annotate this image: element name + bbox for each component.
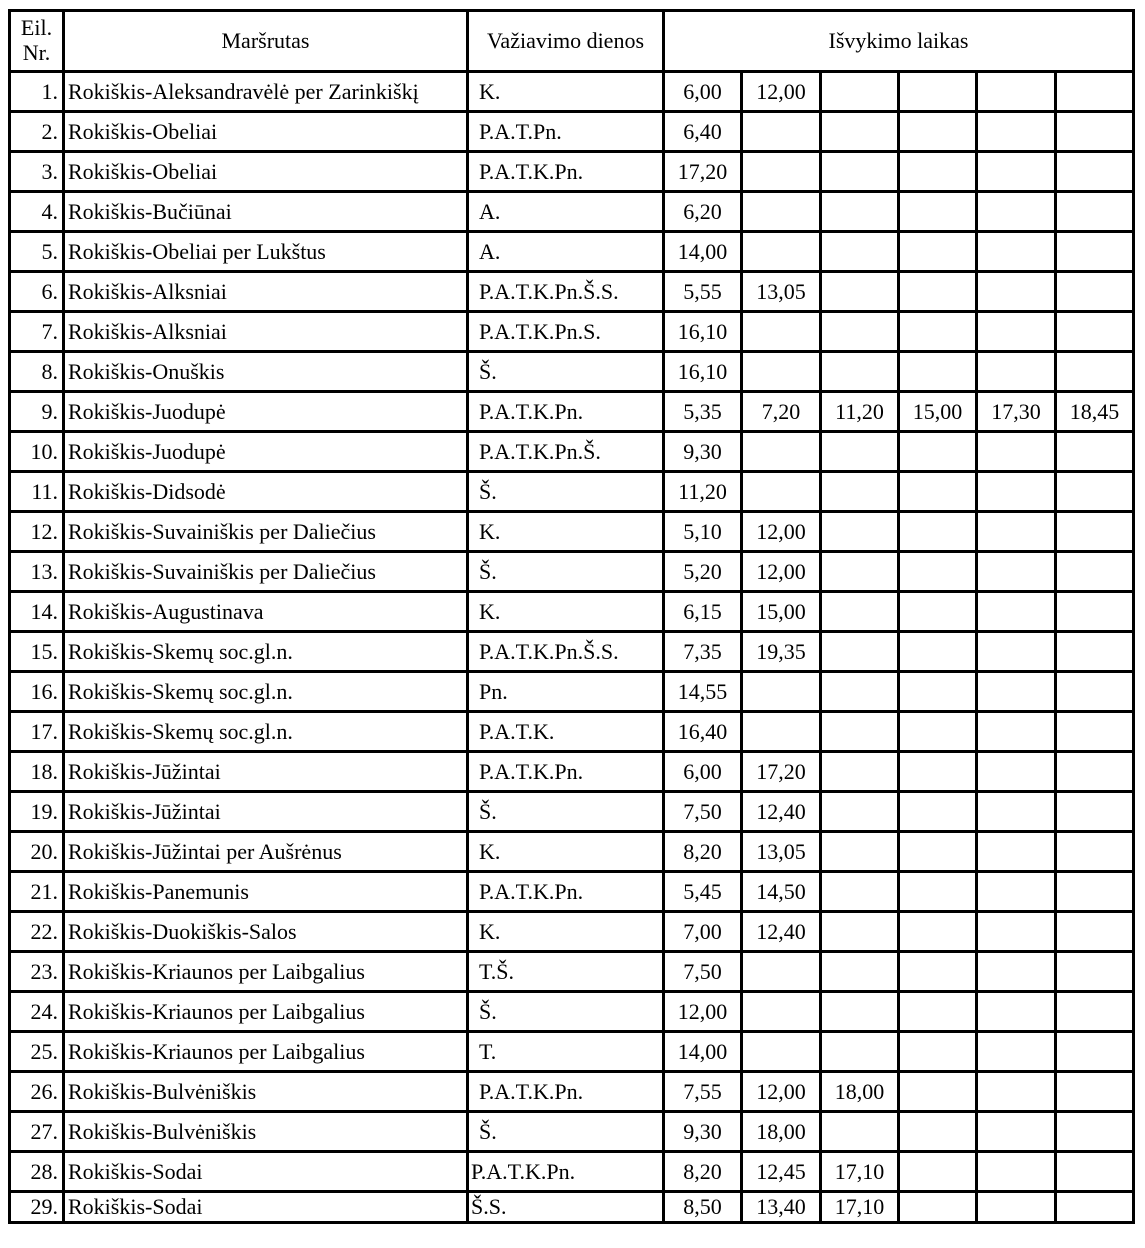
departure-time: 8,50 bbox=[664, 1192, 742, 1223]
departure-time: 9,30 bbox=[664, 1112, 742, 1152]
departure-time bbox=[821, 72, 899, 112]
row-number: 26. bbox=[10, 1072, 64, 1112]
row-number: 15. bbox=[10, 632, 64, 672]
table-row bbox=[10, 352, 1134, 392]
row-number: 25. bbox=[10, 1032, 64, 1072]
departure-time: 6,40 bbox=[664, 112, 742, 152]
departure-time bbox=[899, 712, 977, 752]
departure-time: 16,40 bbox=[664, 712, 742, 752]
table-row bbox=[10, 432, 1134, 472]
table-row bbox=[10, 952, 1134, 992]
header-nr-line1: Eil. bbox=[20, 15, 53, 41]
route-name: Rokiškis-Kriaunos per Laibgalius bbox=[64, 1032, 468, 1072]
departure-time bbox=[977, 1032, 1056, 1072]
departure-time bbox=[821, 592, 899, 632]
departure-time bbox=[821, 992, 899, 1032]
departure-time: 5,55 bbox=[664, 272, 742, 312]
departure-time: 17,20 bbox=[742, 752, 821, 792]
departure-time: 6,20 bbox=[664, 192, 742, 232]
departure-time bbox=[1056, 152, 1134, 192]
table-row bbox=[10, 312, 1134, 352]
travel-days: P.A.T.K.Pn. bbox=[468, 1152, 664, 1192]
departure-time bbox=[899, 792, 977, 832]
departure-time bbox=[821, 192, 899, 232]
departure-time: 9,30 bbox=[664, 432, 742, 472]
departure-time: 12,40 bbox=[742, 792, 821, 832]
route-name: Rokiškis-Aleksandravėlė per Zarinkiškį bbox=[64, 72, 468, 112]
travel-days: Š. bbox=[468, 1112, 664, 1152]
departure-time: 13,05 bbox=[742, 832, 821, 872]
travel-days: K. bbox=[468, 832, 664, 872]
departure-time: 17,30 bbox=[977, 392, 1056, 432]
departure-time: 17,20 bbox=[664, 152, 742, 192]
departure-time bbox=[821, 832, 899, 872]
departure-time bbox=[977, 1112, 1056, 1152]
travel-days: P.A.T.K.Pn. bbox=[468, 152, 664, 192]
departure-time bbox=[899, 432, 977, 472]
route-name: Rokiškis-Obeliai per Lukštus bbox=[64, 232, 468, 272]
departure-time: 7,50 bbox=[664, 792, 742, 832]
route-name: Rokiškis-Bulvėniškis bbox=[64, 1112, 468, 1152]
header-nr bbox=[10, 11, 64, 72]
departure-time bbox=[1056, 632, 1134, 672]
departure-time: 12,40 bbox=[742, 912, 821, 952]
row-number: 23. bbox=[10, 952, 64, 992]
departure-time bbox=[1056, 1192, 1134, 1223]
travel-days: P.A.T.Pn. bbox=[468, 112, 664, 152]
route-name: Rokiškis-Obeliai bbox=[64, 112, 468, 152]
departure-time bbox=[1056, 352, 1134, 392]
departure-time bbox=[899, 872, 977, 912]
departure-time: 16,10 bbox=[664, 312, 742, 352]
departure-time: 7,00 bbox=[664, 912, 742, 952]
table-row bbox=[10, 1152, 1134, 1192]
departure-time bbox=[899, 1032, 977, 1072]
departure-time bbox=[977, 312, 1056, 352]
departure-time bbox=[821, 1032, 899, 1072]
departure-time bbox=[742, 992, 821, 1032]
departure-time bbox=[742, 472, 821, 512]
departure-time: 12,00 bbox=[742, 512, 821, 552]
table-row bbox=[10, 1072, 1134, 1112]
departure-time bbox=[821, 632, 899, 672]
departure-time bbox=[1056, 432, 1134, 472]
departure-time: 12,00 bbox=[664, 992, 742, 1032]
row-number: 4. bbox=[10, 192, 64, 232]
route-name: Rokiškis-Skemų soc.gl.n. bbox=[64, 712, 468, 752]
departure-time bbox=[1056, 872, 1134, 912]
table-row bbox=[10, 512, 1134, 552]
departure-time: 19,35 bbox=[742, 632, 821, 672]
departure-time: 13,05 bbox=[742, 272, 821, 312]
departure-time: 8,20 bbox=[664, 1152, 742, 1192]
travel-days: K. bbox=[468, 592, 664, 632]
departure-time bbox=[1056, 312, 1134, 352]
table-row bbox=[10, 832, 1134, 872]
departure-time: 12,00 bbox=[742, 1072, 821, 1112]
departure-time bbox=[1056, 712, 1134, 752]
route-name: Rokiškis-Skemų soc.gl.n. bbox=[64, 632, 468, 672]
departure-time: 6,00 bbox=[664, 752, 742, 792]
header-route: Maršrutas bbox=[64, 11, 468, 72]
departure-time bbox=[821, 552, 899, 592]
departure-time bbox=[977, 352, 1056, 392]
departure-time bbox=[977, 872, 1056, 912]
table-row bbox=[10, 912, 1134, 952]
departure-time bbox=[977, 72, 1056, 112]
row-number: 29. bbox=[10, 1192, 64, 1223]
departure-time bbox=[742, 152, 821, 192]
departure-time bbox=[899, 1112, 977, 1152]
departure-time bbox=[742, 672, 821, 712]
departure-time bbox=[977, 792, 1056, 832]
departure-time bbox=[899, 272, 977, 312]
departure-time bbox=[1056, 1032, 1134, 1072]
departure-time: 5,45 bbox=[664, 872, 742, 912]
row-number: 24. bbox=[10, 992, 64, 1032]
row-number: 6. bbox=[10, 272, 64, 312]
travel-days: Š. bbox=[468, 792, 664, 832]
table-row bbox=[10, 552, 1134, 592]
travel-days: K. bbox=[468, 512, 664, 552]
departure-time bbox=[899, 992, 977, 1032]
departure-time bbox=[742, 952, 821, 992]
departure-time bbox=[977, 952, 1056, 992]
departure-time bbox=[1056, 552, 1134, 592]
departure-time bbox=[899, 912, 977, 952]
table-row bbox=[10, 472, 1134, 512]
travel-days: K. bbox=[468, 72, 664, 112]
route-name: Rokiškis-Onuškis bbox=[64, 352, 468, 392]
row-number: 20. bbox=[10, 832, 64, 872]
departure-time: 14,00 bbox=[664, 232, 742, 272]
departure-time bbox=[1056, 512, 1134, 552]
departure-time bbox=[899, 1152, 977, 1192]
departure-time bbox=[899, 672, 977, 712]
departure-time bbox=[821, 152, 899, 192]
departure-time bbox=[977, 912, 1056, 952]
travel-days: P.A.T.K.Pn.Š.S. bbox=[468, 632, 664, 672]
departure-time: 7,50 bbox=[664, 952, 742, 992]
row-number: 10. bbox=[10, 432, 64, 472]
route-name: Rokiškis-Juodupė bbox=[64, 392, 468, 432]
travel-days: P.A.T.K.Pn. bbox=[468, 872, 664, 912]
row-number: 8. bbox=[10, 352, 64, 392]
departure-time bbox=[977, 712, 1056, 752]
departure-time bbox=[1056, 832, 1134, 872]
departure-time bbox=[1056, 72, 1134, 112]
departure-time bbox=[1056, 272, 1134, 312]
departure-time bbox=[977, 752, 1056, 792]
departure-time: 16,10 bbox=[664, 352, 742, 392]
travel-days: Š. bbox=[468, 352, 664, 392]
row-number: 9. bbox=[10, 392, 64, 432]
departure-time bbox=[821, 312, 899, 352]
route-name: Rokiškis-Suvainiškis per Daliečius bbox=[64, 552, 468, 592]
schedule-body bbox=[10, 72, 1134, 1223]
departure-time bbox=[821, 912, 899, 952]
departure-time bbox=[899, 952, 977, 992]
departure-time bbox=[1056, 912, 1134, 952]
route-name: Rokiškis-Juodupė bbox=[64, 432, 468, 472]
route-name: Rokiškis-Jūžintai bbox=[64, 792, 468, 832]
departure-time: 15,00 bbox=[742, 592, 821, 632]
table-row bbox=[10, 232, 1134, 272]
departure-time bbox=[899, 152, 977, 192]
departure-time bbox=[899, 512, 977, 552]
travel-days: Š. bbox=[468, 472, 664, 512]
header-nr-line2: Nr. bbox=[22, 40, 51, 65]
route-name: Rokiškis-Panemunis bbox=[64, 872, 468, 912]
row-number: 16. bbox=[10, 672, 64, 712]
table-row bbox=[10, 1032, 1134, 1072]
departure-time bbox=[899, 472, 977, 512]
departure-time: 17,10 bbox=[821, 1192, 899, 1223]
route-name: Rokiškis-Kriaunos per Laibgalius bbox=[64, 992, 468, 1032]
row-number: 5. bbox=[10, 232, 64, 272]
departure-time bbox=[899, 832, 977, 872]
departure-time bbox=[899, 752, 977, 792]
departure-time bbox=[977, 112, 1056, 152]
departure-time bbox=[821, 272, 899, 312]
table-row bbox=[10, 792, 1134, 832]
departure-time bbox=[899, 1072, 977, 1112]
departure-time bbox=[977, 432, 1056, 472]
departure-time bbox=[977, 992, 1056, 1032]
travel-days: P.A.T.K.Pn.Š.S. bbox=[468, 272, 664, 312]
departure-time: 6,00 bbox=[664, 72, 742, 112]
departure-time: 18,45 bbox=[1056, 392, 1134, 432]
departure-time bbox=[1056, 472, 1134, 512]
travel-days: Š.S. bbox=[468, 1192, 664, 1223]
departure-time bbox=[899, 312, 977, 352]
travel-days: T.Š. bbox=[468, 952, 664, 992]
travel-days: A. bbox=[468, 232, 664, 272]
departure-time bbox=[1056, 592, 1134, 632]
row-number: 7. bbox=[10, 312, 64, 352]
departure-time bbox=[821, 512, 899, 552]
departure-time bbox=[821, 352, 899, 392]
departure-time bbox=[977, 512, 1056, 552]
departure-time bbox=[1056, 1112, 1134, 1152]
route-name: Rokiškis-Bulvėniškis bbox=[64, 1072, 468, 1112]
row-number: 27. bbox=[10, 1112, 64, 1152]
route-name: Rokiškis-Augustinava bbox=[64, 592, 468, 632]
route-name: Rokiškis-Alksniai bbox=[64, 272, 468, 312]
table-row bbox=[10, 272, 1134, 312]
departure-time bbox=[1056, 232, 1134, 272]
departure-time bbox=[742, 312, 821, 352]
departure-time: 11,20 bbox=[821, 392, 899, 432]
row-number: 2. bbox=[10, 112, 64, 152]
travel-days: P.A.T.K.Pn. bbox=[468, 392, 664, 432]
departure-time bbox=[821, 112, 899, 152]
row-number: 17. bbox=[10, 712, 64, 752]
departure-time bbox=[977, 192, 1056, 232]
departure-time: 12,00 bbox=[742, 72, 821, 112]
departure-time bbox=[742, 232, 821, 272]
departure-time bbox=[821, 952, 899, 992]
route-name: Rokiškis-Skemų soc.gl.n. bbox=[64, 672, 468, 712]
departure-time bbox=[821, 432, 899, 472]
departure-time bbox=[899, 592, 977, 632]
departure-time bbox=[742, 112, 821, 152]
travel-days: T. bbox=[468, 1032, 664, 1072]
route-name: Rokiškis-Didsodė bbox=[64, 472, 468, 512]
row-number: 14. bbox=[10, 592, 64, 632]
table-row bbox=[10, 592, 1134, 632]
table-row bbox=[10, 392, 1134, 432]
travel-days: Š. bbox=[468, 552, 664, 592]
route-name: Rokiškis-Kriaunos per Laibgalius bbox=[64, 952, 468, 992]
departure-time bbox=[977, 832, 1056, 872]
departure-time bbox=[977, 1192, 1056, 1223]
departure-time bbox=[742, 352, 821, 392]
departure-time bbox=[821, 1112, 899, 1152]
departure-time bbox=[899, 232, 977, 272]
departure-time bbox=[1056, 792, 1134, 832]
departure-time: 7,20 bbox=[742, 392, 821, 432]
departure-time bbox=[1056, 112, 1134, 152]
travel-days: K. bbox=[468, 912, 664, 952]
row-number: 1. bbox=[10, 72, 64, 112]
departure-time bbox=[899, 1192, 977, 1223]
departure-time bbox=[899, 352, 977, 392]
route-name: Rokiškis-Sodai bbox=[64, 1152, 468, 1192]
travel-days: P.A.T.K. bbox=[468, 712, 664, 752]
departure-time bbox=[899, 192, 977, 232]
header-departure-times: Išvykimo laikas bbox=[664, 11, 1134, 72]
travel-days: Š. bbox=[468, 992, 664, 1032]
departure-time bbox=[977, 1152, 1056, 1192]
departure-time: 13,40 bbox=[742, 1192, 821, 1223]
row-number: 22. bbox=[10, 912, 64, 952]
departure-time: 7,55 bbox=[664, 1072, 742, 1112]
header-days: Važiavimo dienos bbox=[468, 11, 664, 72]
departure-time bbox=[977, 232, 1056, 272]
departure-time bbox=[1056, 672, 1134, 712]
departure-time bbox=[899, 632, 977, 672]
departure-time bbox=[1056, 952, 1134, 992]
departure-time bbox=[899, 112, 977, 152]
departure-time bbox=[742, 192, 821, 232]
travel-days: A. bbox=[468, 192, 664, 232]
table-row bbox=[10, 672, 1134, 712]
row-number: 11. bbox=[10, 472, 64, 512]
departure-time bbox=[977, 152, 1056, 192]
departure-time bbox=[977, 272, 1056, 312]
travel-days: P.A.T.K.Pn.Š. bbox=[468, 432, 664, 472]
departure-time bbox=[1056, 752, 1134, 792]
departure-time bbox=[821, 472, 899, 512]
table-row bbox=[10, 112, 1134, 152]
route-name: Rokiškis-Jūžintai bbox=[64, 752, 468, 792]
departure-time: 5,20 bbox=[664, 552, 742, 592]
travel-days: Pn. bbox=[468, 672, 664, 712]
departure-time bbox=[899, 72, 977, 112]
departure-time bbox=[742, 712, 821, 752]
route-name: Rokiškis-Sodai bbox=[64, 1192, 468, 1223]
departure-time: 5,10 bbox=[664, 512, 742, 552]
travel-days: P.A.T.K.Pn.S. bbox=[468, 312, 664, 352]
departure-time: 18,00 bbox=[742, 1112, 821, 1152]
departure-time bbox=[821, 872, 899, 912]
departure-time bbox=[977, 592, 1056, 632]
route-name: Rokiškis-Obeliai bbox=[64, 152, 468, 192]
row-number: 12. bbox=[10, 512, 64, 552]
departure-time bbox=[1056, 1072, 1134, 1112]
departure-time: 14,50 bbox=[742, 872, 821, 912]
departure-time bbox=[742, 1032, 821, 1072]
table-row bbox=[10, 1112, 1134, 1152]
departure-time bbox=[977, 672, 1056, 712]
route-name: Rokiškis-Alksniai bbox=[64, 312, 468, 352]
travel-days: P.A.T.K.Pn. bbox=[468, 752, 664, 792]
schedule-table bbox=[8, 9, 1135, 1224]
table-row bbox=[10, 152, 1134, 192]
row-number: 3. bbox=[10, 152, 64, 192]
departure-time: 14,55 bbox=[664, 672, 742, 712]
departure-time bbox=[977, 1072, 1056, 1112]
departure-time: 5,35 bbox=[664, 392, 742, 432]
departure-time bbox=[1056, 992, 1134, 1032]
row-number: 13. bbox=[10, 552, 64, 592]
table-row bbox=[10, 632, 1134, 672]
row-number: 18. bbox=[10, 752, 64, 792]
departure-time bbox=[977, 552, 1056, 592]
departure-time: 8,20 bbox=[664, 832, 742, 872]
table-row bbox=[10, 872, 1134, 912]
route-name: Rokiškis-Jūžintai per Aušrėnus bbox=[64, 832, 468, 872]
departure-time: 18,00 bbox=[821, 1072, 899, 1112]
table-row bbox=[10, 752, 1134, 792]
table-row bbox=[10, 72, 1134, 112]
departure-time bbox=[977, 472, 1056, 512]
departure-time bbox=[742, 432, 821, 472]
table-row bbox=[10, 712, 1134, 752]
departure-time bbox=[821, 672, 899, 712]
departure-time bbox=[977, 632, 1056, 672]
departure-time: 12,45 bbox=[742, 1152, 821, 1192]
row-number: 21. bbox=[10, 872, 64, 912]
table-row bbox=[10, 992, 1134, 1032]
route-name: Rokiškis-Bučiūnai bbox=[64, 192, 468, 232]
row-number: 19. bbox=[10, 792, 64, 832]
header-row bbox=[10, 11, 1134, 72]
table-row bbox=[10, 192, 1134, 232]
departure-time: 15,00 bbox=[899, 392, 977, 432]
departure-time: 6,15 bbox=[664, 592, 742, 632]
departure-time: 11,20 bbox=[664, 472, 742, 512]
route-name: Rokiškis-Suvainiškis per Daliečius bbox=[64, 512, 468, 552]
departure-time bbox=[1056, 1152, 1134, 1192]
departure-time: 12,00 bbox=[742, 552, 821, 592]
route-name: Rokiškis-Duokiškis-Salos bbox=[64, 912, 468, 952]
departure-time bbox=[1056, 192, 1134, 232]
departure-time: 17,10 bbox=[821, 1152, 899, 1192]
departure-time bbox=[821, 752, 899, 792]
travel-days: P.A.T.K.Pn. bbox=[468, 1072, 664, 1112]
row-number: 28. bbox=[10, 1152, 64, 1192]
departure-time bbox=[821, 232, 899, 272]
departure-time bbox=[821, 792, 899, 832]
departure-time bbox=[821, 712, 899, 752]
departure-time: 14,00 bbox=[664, 1032, 742, 1072]
departure-time bbox=[899, 552, 977, 592]
departure-time: 7,35 bbox=[664, 632, 742, 672]
table-row bbox=[10, 1192, 1134, 1223]
